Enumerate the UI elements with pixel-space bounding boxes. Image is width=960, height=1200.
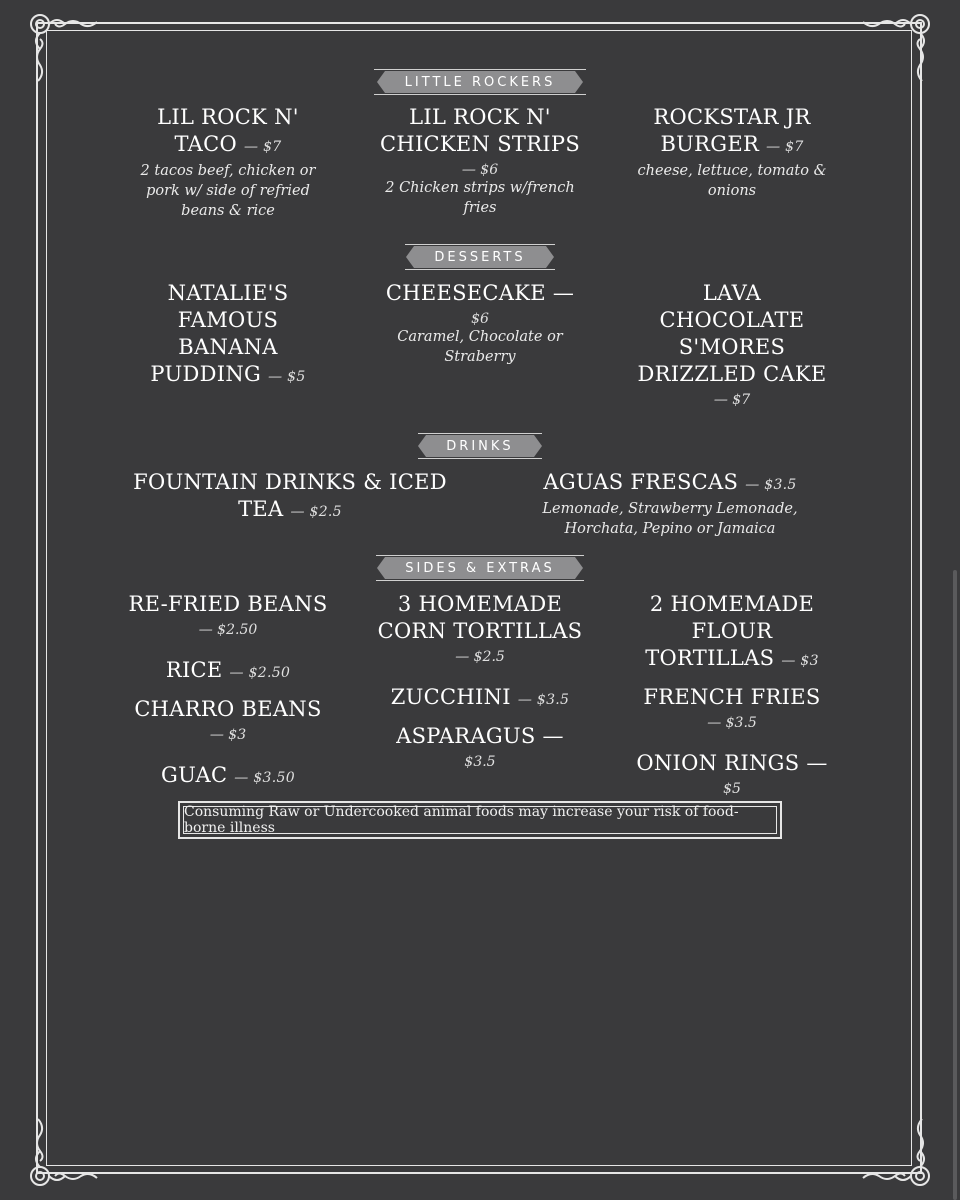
item-price: — $7 <box>244 139 282 155</box>
menu-item-french-fries <box>632 684 832 731</box>
menu-item-corn-tortillas <box>370 591 590 665</box>
menu-item-burger <box>632 104 832 201</box>
item-name: ONION RINGS — <box>636 751 828 775</box>
item-name: TACO — $7 <box>174 132 282 156</box>
item-price: — $3.5 <box>745 477 797 493</box>
item-price: — $2.50 <box>229 665 291 681</box>
menu-item-refried-beans <box>128 591 328 638</box>
item-name: LIL ROCK N' <box>409 105 551 129</box>
item-price: $6 <box>471 311 489 327</box>
item-name: 2 HOMEMADE <box>649 592 815 616</box>
menu-item-chicken-strips <box>370 104 590 218</box>
item-name: RE-FRIED BEANS <box>128 592 328 616</box>
item-name: 3 HOMEMADE <box>397 592 563 616</box>
menu-item-fountain-drinks <box>130 469 450 526</box>
menu-item-charro-beans <box>128 696 328 743</box>
section-title: SIDES & EXTRAS <box>405 560 555 576</box>
item-price: — $7 <box>713 392 751 408</box>
item-price: $3.5 <box>464 754 496 770</box>
item-name: ROCKSTAR JR <box>653 105 811 129</box>
item-price: — $2.50 <box>198 622 258 638</box>
scrollbar[interactable] <box>953 570 957 1200</box>
item-price: — $3.5 <box>707 715 757 731</box>
item-name: LIL ROCK N' <box>157 105 299 129</box>
item-name: CHOCOLATE <box>659 308 805 332</box>
section-title: DESSERTS <box>434 249 526 265</box>
item-name: FRENCH FRIES <box>643 685 821 709</box>
item-name: GUAC — $3.50 <box>161 763 295 787</box>
item-desc: Horchata, Pepino or Jamaica <box>564 521 776 537</box>
item-desc: Straberry <box>444 349 516 365</box>
item-name: FLOUR <box>691 619 773 643</box>
item-name: PUDDING — $5 <box>150 362 306 386</box>
item-price: — $3.5 <box>517 692 570 708</box>
section-title: LITTLE ROCKERS <box>404 74 556 90</box>
menu-item-guac <box>128 762 328 792</box>
item-price: — $2.5 <box>455 649 505 665</box>
menu-item-asparagus <box>370 723 590 770</box>
corner-ornament-icon <box>24 1112 104 1192</box>
item-name: FOUNTAIN DRINKS & ICED <box>133 470 447 494</box>
corner-ornament-icon <box>856 8 936 88</box>
item-name: ASPARAGUS — <box>396 724 564 748</box>
item-name: TORTILLAS — $3 <box>645 646 819 670</box>
item-name: CORN TORTILLAS <box>377 619 583 643</box>
item-desc: beans & rice <box>181 203 275 219</box>
item-price: $5 <box>723 781 741 797</box>
item-price: — $7 <box>766 139 804 155</box>
section-banner-drinks <box>418 433 542 459</box>
item-name: AGUAS FRESCAS — $3.5 <box>543 470 797 494</box>
item-name: TEA — $2.5 <box>238 497 342 521</box>
notice-text: Consuming Raw or Undercooked animal foods may increase your risk of food-borne illness <box>183 806 777 834</box>
item-price: — $2.5 <box>290 504 342 520</box>
menu-item-cheesecake <box>370 280 590 367</box>
menu-item-flour-tortillas <box>632 591 832 675</box>
item-price: — $3 <box>209 727 247 743</box>
item-price: — $6 <box>461 162 499 178</box>
section-title: DRINKS <box>446 438 514 454</box>
item-name: CHEESECAKE — <box>385 281 575 305</box>
menu-item-aguas-frescas <box>520 469 820 539</box>
section-banner-sides <box>376 555 584 581</box>
menu-item-taco <box>128 104 328 221</box>
item-name: S'MORES <box>678 335 786 359</box>
item-price: — $5 <box>268 369 306 385</box>
menu-item-lava-cake <box>632 280 832 408</box>
item-price: — $3 <box>781 653 819 669</box>
menu-item-onion-rings <box>632 750 832 797</box>
item-name: DRIZZLED CAKE <box>637 362 827 386</box>
item-name: CHARRO BEANS <box>134 697 322 721</box>
section-banner-desserts <box>405 244 555 270</box>
item-desc: Caramel, Chocolate or <box>397 329 563 345</box>
item-name: BURGER — $7 <box>660 132 804 156</box>
item-desc: Lemonade, Strawberry Lemonade, <box>542 501 798 517</box>
section-banner-little-rockers <box>374 69 586 95</box>
item-name: FAMOUS <box>177 308 279 332</box>
item-desc: onions <box>707 183 757 199</box>
item-desc: 2 tacos beef, chicken or <box>140 163 316 179</box>
food-safety-notice <box>178 801 782 839</box>
item-name: ZUCCHINI — $3.5 <box>390 685 570 709</box>
item-name: NATALIE'S <box>167 281 289 305</box>
menu-item-banana-pudding <box>128 280 328 391</box>
menu-item-rice <box>128 657 328 687</box>
item-price: — $3.50 <box>234 770 295 786</box>
item-desc: cheese, lettuce, tomato & <box>637 163 827 179</box>
item-name: RICE — $2.50 <box>165 658 291 682</box>
item-name: CHICKEN STRIPS <box>379 132 581 156</box>
item-desc: pork w/ side of refried <box>146 183 310 199</box>
item-desc: 2 Chicken strips w/french <box>385 180 575 196</box>
corner-ornament-icon <box>24 8 104 88</box>
corner-ornament-icon <box>856 1112 936 1192</box>
item-name: BANANA <box>178 335 278 359</box>
item-desc: fries <box>463 200 497 216</box>
menu-item-zucchini <box>370 684 590 714</box>
item-name: LAVA <box>702 281 762 305</box>
